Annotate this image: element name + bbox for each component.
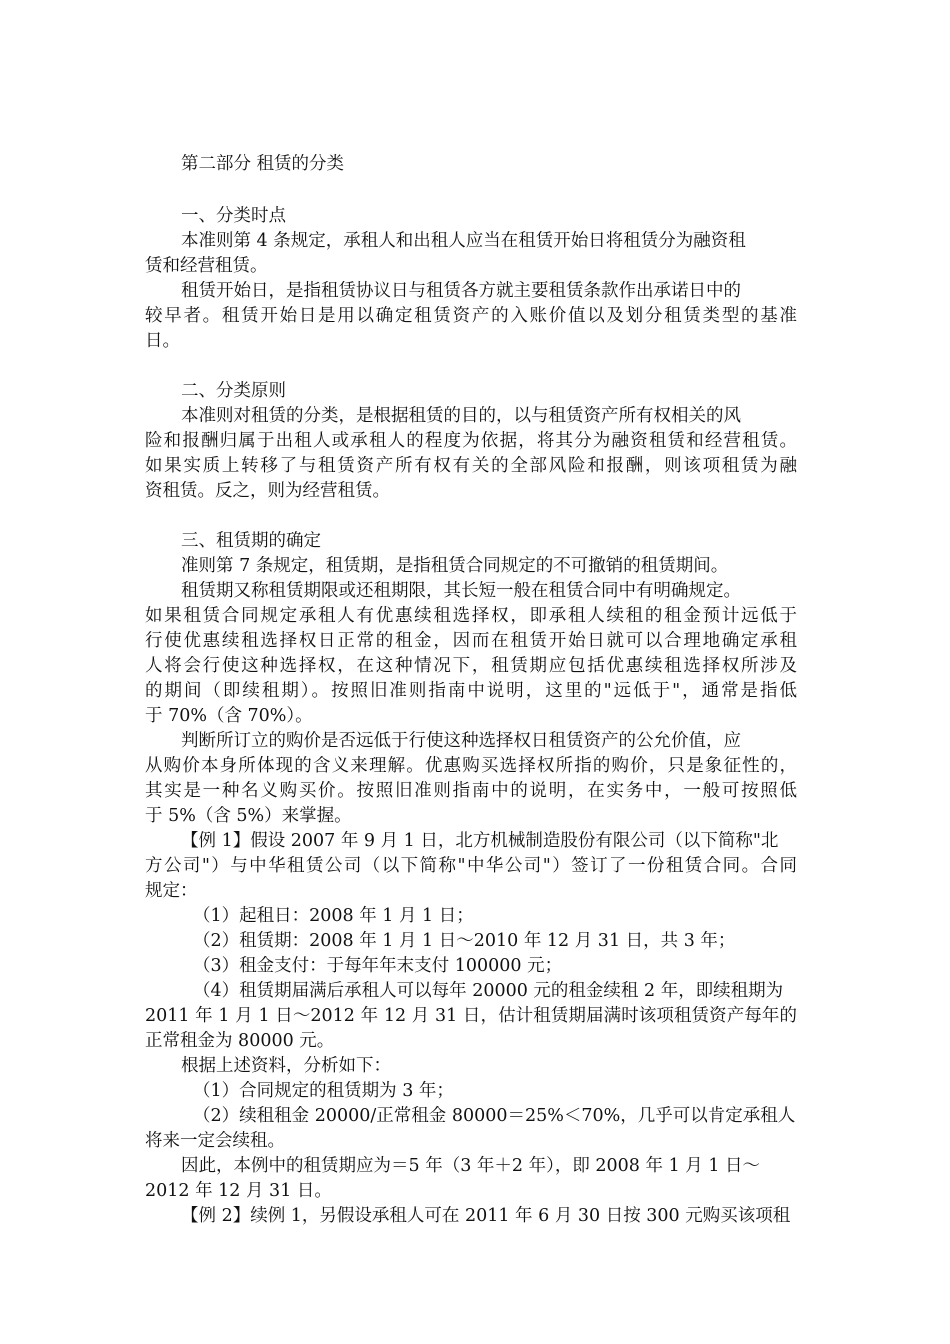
paragraph-line: 如果实质上转移了与租赁资产所有权有关的全部风险和报酬，则该项租赁为融 (145, 456, 797, 476)
paragraph-line: 本准则第 4 条规定，承租人和出租人应当在租赁开始日将租赁分为融资租 (181, 231, 746, 251)
heading-lease-term: 三、租赁期的确定 (181, 531, 321, 551)
list-item: （4）租赁期届满后承租人可以每年 20000 元的租金续租 2 年，即续租期为 (193, 981, 784, 1001)
paragraph-line: 险和报酬归属于出租人或承租人的程度为依据，将其分为融资租赁和经营租赁。 (145, 431, 797, 451)
section-title: 第二部分 租赁的分类 (181, 154, 345, 174)
paragraph-line: 根据上述资料，分析如下： (181, 1056, 391, 1076)
paragraph-line: 2011 年 1 月 1 日～2012 年 12 月 31 日，估计租赁期届满时该项租赁资产每年的 (145, 1006, 797, 1026)
paragraph-line: 因此，本例中的租赁期应为＝5 年（3 年＋2 年），即 2008 年 1 月 1 日～ (181, 1156, 761, 1176)
paragraph-line: 租赁期又称租赁期限或还租期限，其长短一般在租赁合同中有明确规定。 (181, 581, 741, 601)
list-item: （1）合同规定的租赁期为 3 年； (193, 1081, 454, 1101)
paragraph-line: 日。 (145, 331, 180, 351)
paragraph-line: 规定： (145, 881, 198, 901)
example-1-intro: 【例 1】假设 2007 年 9 月 1 日，北方机械制造股份有限公司（以下简称"北 (181, 831, 779, 851)
list-item: （2）租赁期：2008 年 1 月 1 日～2010 年 12 月 31 日，共 3 年； (193, 931, 736, 951)
list-item: （2）续租租金 20000/正常租金 80000＝25%＜70%，几乎可以肯定承租人 (193, 1106, 796, 1126)
paragraph-line: 其实是一种名义购买价。按照旧准则指南中的说明，在实务中，一般可按照低 (145, 781, 797, 801)
paragraph-line: 2012 年 12 月 31 日。 (145, 1181, 332, 1201)
heading-classification-time: 一、分类时点 (181, 206, 286, 226)
paragraph-line: 于 70%（含 70%）。 (145, 706, 313, 726)
paragraph-line: 赁和经营租赁。 (145, 256, 268, 276)
paragraph-line: 的期间（即续租期）。按照旧准则指南中说明，这里的"远低于"，通常是指低 (145, 681, 797, 701)
paragraph-line: 较早者。租赁开始日是用以确定租赁资产的入账价值以及划分租赁类型的基准 (145, 306, 797, 326)
heading-classification-principle: 二、分类原则 (181, 381, 286, 401)
paragraph-line: 人将会行使这种选择权，在这种情况下，租赁期应包括优惠续租选择权所涉及 (145, 656, 797, 676)
list-item: （1）起租日：2008 年 1 月 1 日； (193, 906, 474, 926)
paragraph-line: 从购价本身所体现的含义来理解。优惠购买选择权所指的购价，只是象征性的， (145, 756, 797, 776)
paragraph-line: 正常租金为 80000 元。 (145, 1031, 335, 1051)
paragraph-line: 资租赁。反之，则为经营租赁。 (145, 481, 390, 501)
paragraph-line: 于 5%（含 5%）来掌握。 (145, 806, 352, 826)
paragraph-line: 如果租赁合同规定承租人有优惠续租选择权，即承租人续租的租金预计远低于 (145, 606, 797, 626)
example-2-intro: 【例 2】续例 1，另假设承租人可在 2011 年 6 月 30 日按 300 元购买该项租 (181, 1206, 791, 1226)
paragraph-line: 将来一定会续租。 (145, 1131, 285, 1151)
paragraph-line: 方公司"）与中华租赁公司（以下简称"中华公司"）签订了一份租赁合同。合同 (145, 856, 797, 876)
paragraph-line: 租赁开始日，是指租赁协议日与租赁各方就主要租赁条款作出承诺日中的 (181, 281, 741, 301)
paragraph-line: 本准则对租赁的分类，是根据租赁的目的，以与租赁资产所有权相关的风 (181, 406, 741, 426)
paragraph-line: 行使优惠续租选择权日正常的租金，因而在租赁开始日就可以合理地确定承租 (145, 631, 797, 651)
list-item: （3）租金支付：于每年年末支付 100000 元； (193, 956, 563, 976)
paragraph-line: 判断所订立的购价是否远低于行使这种选择权日租赁资产的公允价值，应 (181, 731, 741, 751)
paragraph-line: 准则第 7 条规定，租赁期，是指租赁合同规定的不可撤销的租赁期间。 (181, 556, 729, 576)
